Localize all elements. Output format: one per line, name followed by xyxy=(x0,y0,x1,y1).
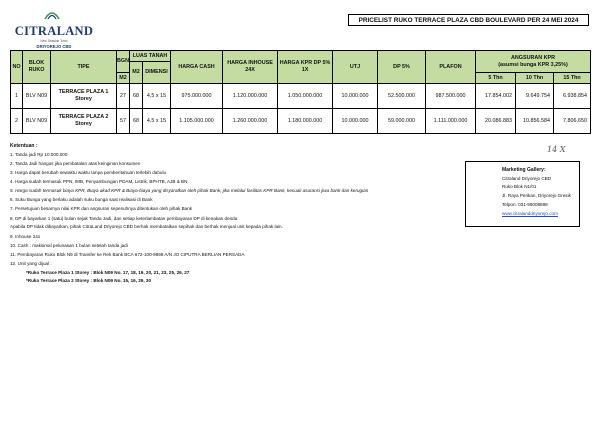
col-bgn-m2: M2 xyxy=(117,73,130,84)
citraland-logo xyxy=(14,10,94,50)
table-row xyxy=(11,84,591,109)
term-item: 7. Persetujuan besarnya nilai KPR dan angsuran sepenuhnya ditentukan oleh pihak Bank xyxy=(10,206,193,211)
gallery-line: Citraland Driyorejo CBD xyxy=(502,176,552,181)
cell-dimensi: 4,5 x 15 xyxy=(143,84,171,109)
table-row xyxy=(11,109,591,134)
cell-plafon: 1.111.000.000 xyxy=(426,109,476,134)
col-utj: UTJ xyxy=(333,51,378,84)
price-table xyxy=(10,50,591,134)
cell-utj: 10.000.000 xyxy=(333,109,378,134)
gallery-line: Ruko Blok N1/01 xyxy=(502,184,537,189)
term-item: 8. DP di bayarkan 1 (satu) bulan sejak Tanda Jadi, dan setiap keterlambatan pembayaran DP di kenakan denda xyxy=(10,216,238,221)
term-item: 12. Unit yang dijual : xyxy=(10,261,52,266)
col-10-thn: 10 Thn xyxy=(516,73,554,84)
logo-sub: DRIYOREJO CBD xyxy=(36,44,72,49)
logo-emblem-icon xyxy=(44,10,60,20)
angsuran-title: ANGSURAN KPR xyxy=(511,54,556,61)
cell-harga-inhouse: 1.260.000.000 xyxy=(223,109,278,134)
term-item: 6. Suku Bunga yang berlaku adalah suku bunga saat realisasi di Bank xyxy=(10,197,153,202)
unit-list-item: *Ruko Terrace Plaza 1 Storey : Blok N09 No. 17, 18, 19, 20, 21, 23, 25, 26, 27 xyxy=(26,270,190,275)
cell-dimensi: 4,5 x 15 xyxy=(143,109,171,134)
col-dp: DP 5% xyxy=(378,51,426,84)
cell-harga-kpr: 1.180.000.000 xyxy=(278,109,333,134)
cell-harga-kpr: 1.050.000.000 xyxy=(278,84,333,109)
cell-blok: BLV N09 xyxy=(23,84,51,109)
term-item: 10. Cash : maksimal pelunasan 1 bulan setelah tanda jadi xyxy=(10,243,128,248)
term-item: 2. Tanda Jadi hangus jika pembatalan atas keinginan konsumen xyxy=(10,161,141,166)
cell-angsuran-15: 6.938.854 xyxy=(554,84,591,109)
cell-lt: 68 xyxy=(130,109,143,134)
gallery-phone: Telpon. 031-99008888 xyxy=(502,202,548,207)
cell-harga-cash: 975.000.000 xyxy=(171,84,223,109)
gallery-line: Jl. Raya Perikan, Driyorejo Gresik xyxy=(502,193,571,198)
cell-dp: 59.000.000 xyxy=(378,109,426,134)
cell-tipe: TERRACE PLAZA 2 Storey xyxy=(51,109,117,134)
col-bgn: BGN xyxy=(117,51,130,73)
cell-tipe: TERRACE PLAZA 1 Storey xyxy=(51,84,117,109)
logo-tagline: New Seaside Town xyxy=(40,39,68,43)
cell-lt: 68 xyxy=(130,84,143,109)
term-item: 3. Harga dapat berubah sewaktu waktu tanpa pemberitahuan terlebih dahulu xyxy=(10,170,167,175)
gallery-website-link[interactable]: www.citralanddriyorejo.com xyxy=(502,211,558,216)
cell-angsuran-5: 17.854.002 xyxy=(476,84,516,109)
col-dimensi: DIMENSI xyxy=(143,62,171,84)
marketing-gallery-box xyxy=(465,161,580,227)
col-harga-cash: HARGA CASH xyxy=(171,51,223,84)
terms-heading: Ketentuan : xyxy=(10,143,38,149)
term-item: Apabila DP tidak dibayarkan, pihak CitraLand Driyorejo CBD berhak membatalkan sepihak dan berhak menjual unit kepada pihak lain. xyxy=(10,224,283,229)
col-plafon: PLAFON xyxy=(426,51,476,84)
angsuran-subtitle: (asumsi bunga KPR 3,25%) xyxy=(498,61,568,68)
unit-list-item: *Ruko Terrace Plaza 2 Storey : Blok N09 No. 15, 16, 29, 30 xyxy=(26,278,152,283)
col-luas-tanah: LUAS TANAH xyxy=(130,51,171,62)
col-5-thn: 5 Thn xyxy=(476,73,516,84)
cell-blok: BLV N09 xyxy=(23,109,51,134)
cell-angsuran-10: 10.856.584 xyxy=(516,109,554,134)
col-blok: BLOK RUKO xyxy=(23,51,51,84)
col-harga-kpr: HARGA KPR DP 5% 1X xyxy=(278,51,333,84)
handwritten-note xyxy=(545,143,575,155)
term-item: 1. Tanda jadi Rp 10.000.000 xyxy=(10,152,68,157)
col-no: NO xyxy=(11,51,23,84)
cell-harga-cash: 1.105.000.000 xyxy=(171,109,223,134)
cell-dp: 52.500.000 xyxy=(378,84,426,109)
cell-plafon: 987.500.000 xyxy=(426,84,476,109)
cell-bgn: 57 xyxy=(117,109,130,134)
gallery-title: Marketing Gallery: xyxy=(502,167,546,173)
term-item: 9. Inhouse 24x xyxy=(10,234,41,239)
cell-no: 1 xyxy=(11,84,23,109)
term-item: 11. Pembayaran Ruko Blok N9 di Transfer ke Rek Bank BCA 672-100-9898 A/N JO CIPUTRA BERLIAN PERSADA xyxy=(10,252,245,257)
cell-harga-inhouse: 1.120.000.000 xyxy=(223,84,278,109)
term-item: 5. Harga sudah termasuk biaya KPR, Biaya akad KPR & Biaya-biaya yang disyaratkan oleh pihak Bank, jika melalui fasilitas KPR Bank, kecuali asuransi jiwa bank dan kerugian xyxy=(10,188,369,193)
cell-utj: 10.000.000 xyxy=(333,84,378,109)
cell-no: 2 xyxy=(11,109,23,134)
col-15-thn: 15 Thn xyxy=(554,73,591,84)
cell-angsuran-5: 20.086.883 xyxy=(476,109,516,134)
logo-brand: CITRALAND xyxy=(14,24,94,38)
col-tipe: TIPE xyxy=(51,51,117,84)
cell-bgn: 27 xyxy=(117,84,130,109)
term-item: 4. Harga sudah termasuk PPN, IMB, Penyambungan PDAM, Listrik, BPHTB, AJB & BN xyxy=(10,179,188,184)
col-angsuran xyxy=(476,51,591,73)
handwritten-text: 14 X xyxy=(547,145,566,154)
col-lt-m2: M2 xyxy=(130,62,143,84)
cell-angsuran-10: 9.649.754 xyxy=(516,84,554,109)
cell-angsuran-15: 7.806.650 xyxy=(554,109,591,134)
col-harga-inhouse: HARGA INHOUSE 24X xyxy=(223,51,278,84)
pricelist-title: PRICELIST RUKO TERRACE PLAZA CBD BOULEVARD PER 24 MEI 2024 xyxy=(348,14,589,26)
